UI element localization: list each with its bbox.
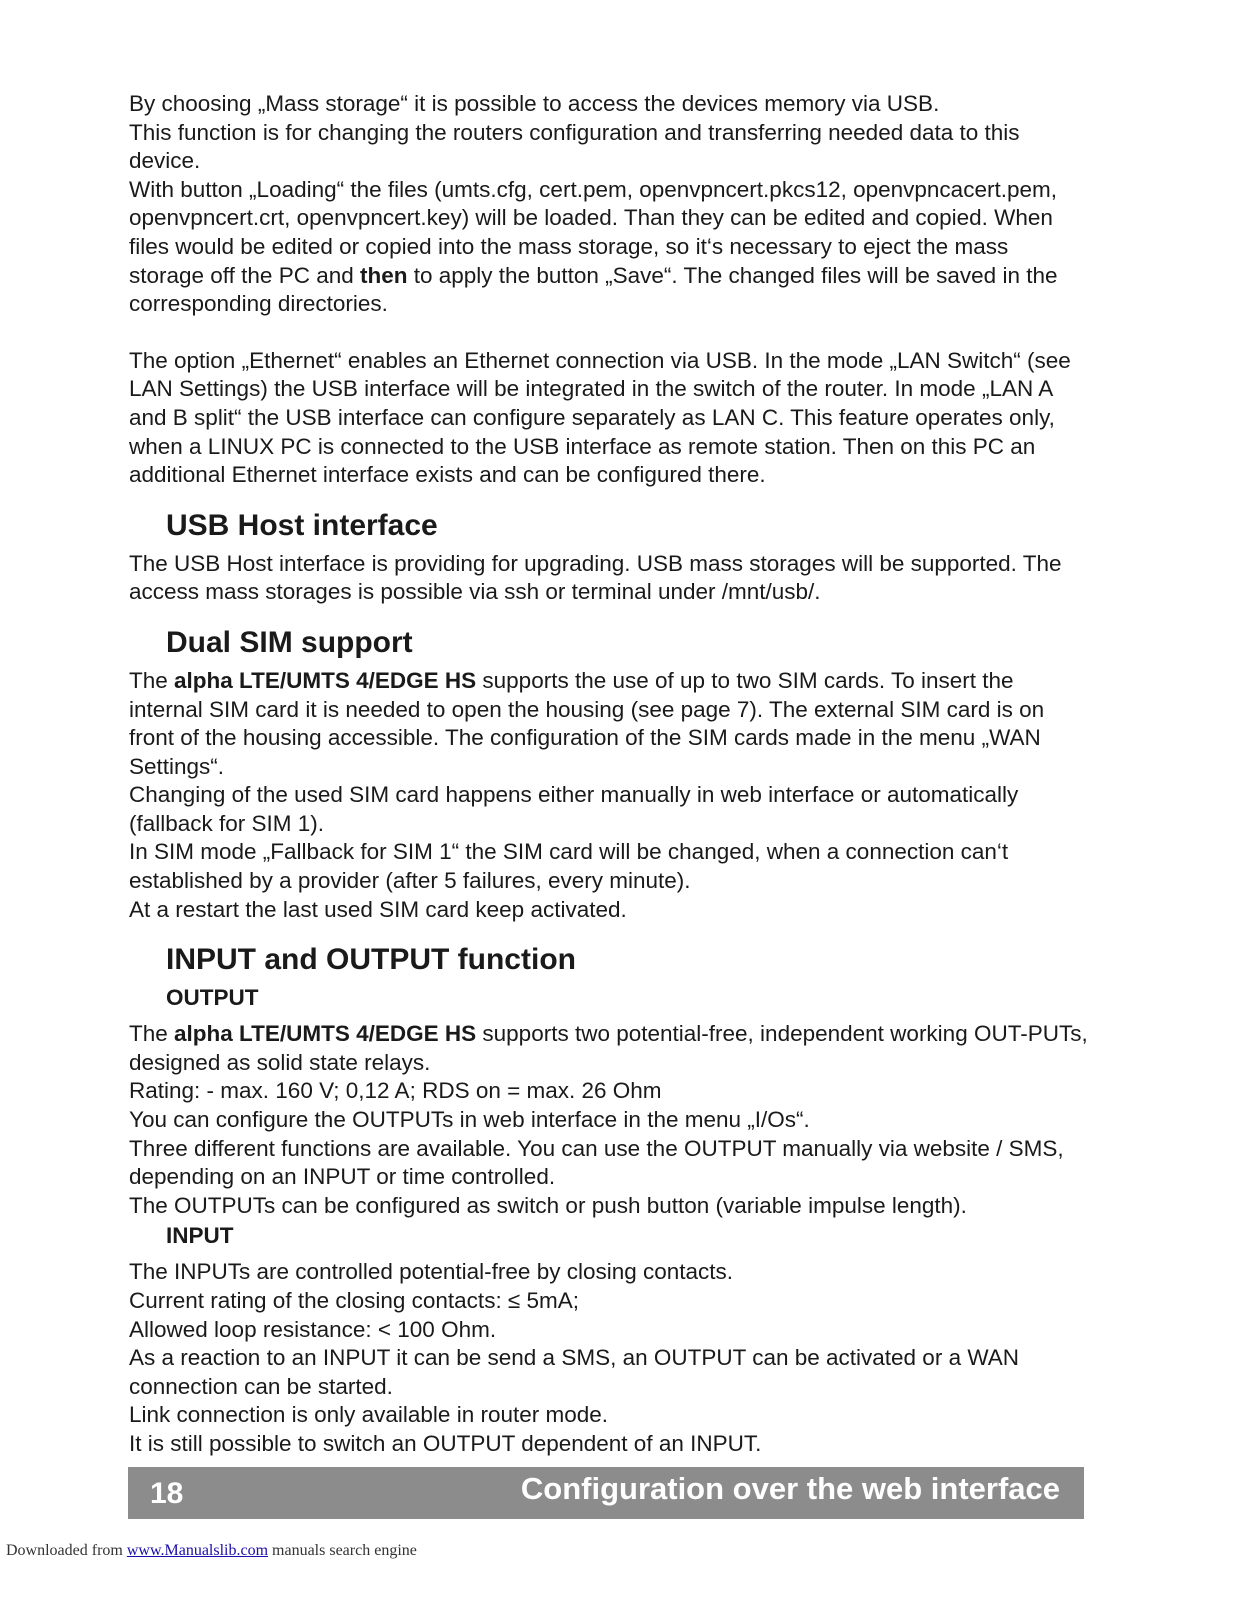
page-number: 18 (150, 1477, 184, 1510)
input-paragraph-current: Current rating of the closing contacts: ≤ 5mA; (129, 1288, 580, 1313)
page-content (129, 90, 1089, 1459)
input-paragraph-reaction: As a reaction to an INPUT it can be send a SMS, an OUTPUT can be activated or a WAN connection can be started. (129, 1345, 1019, 1399)
output-text-end: supports two potential-free, independent working OUT-PUTs, designed as solid state relays. (129, 1021, 1088, 1075)
input-paragraph-controlled: The INPUTs are controlled potential-free by closing contacts. (129, 1259, 734, 1285)
download-prefix: Downloaded from (6, 1542, 127, 1559)
output-paragraph-configure: You can configure the OUTPUTs in web interface in the menu „I/Os“. (129, 1107, 810, 1133)
dual-sim-text-end: supports the use of up to two SIM cards. To insert the internal SIM card it is needed to open the housing (see page 7). The external SIM card is on front of the housing accessible. The configuration of the SIM cards made in the menu „WAN Settings“. (129, 667, 1045, 779)
output-paragraph-rating: Rating: - max. 160 V; 0,12 A; RDS on = max. 26 Ohm (129, 1078, 662, 1104)
loading-text-end: to apply the button „Save“. The changed files will be saved in the corresponding directories. (129, 262, 1058, 317)
usb-host-heading: USB Host interface (166, 508, 438, 542)
dual-sim-paragraph-support (129, 667, 1089, 781)
intro-paragraph-mass-storage: By choosing „Mass storage“ it is possible to access the devices memory via USB. (129, 91, 940, 116)
loading-text-bold: then (360, 262, 408, 288)
io-heading: INPUT and OUTPUT function (166, 943, 576, 977)
manualslib-link[interactable]: www.Manualslib.com (126, 1542, 269, 1559)
dual-sim-paragraph-fallback: In SIM mode „Fallback for SIM 1“ the SIM card will be changed, when a connection can‘t established by a provider (after 5 failures, every minute). (129, 839, 1009, 894)
download-suffix: manuals search engine (268, 1542, 417, 1559)
usb-host-paragraph: The USB Host interface is providing for upgrading. USB mass storages will be supported. The access mass storages is possible via ssh or terminal under /mnt/usb/. (129, 550, 1062, 605)
input-paragraph-switch: It is still possible to switch an OUTPUT dependent of an INPUT. (129, 1430, 762, 1456)
input-paragraph-resistance: Allowed loop resistance: < 100 Ohm. (129, 1316, 497, 1342)
footer-title: Configuration over the web interface (520, 1471, 1060, 1506)
output-product-name: alpha LTE/UMTS 4/EDGE HS (174, 1021, 477, 1047)
intro-paragraph-loading (129, 176, 1089, 319)
download-note (6, 1542, 417, 1560)
dual-sim-paragraph-changing: Changing of the used SIM card happens either manually in web interface or automatically (fallback for SIM 1). (129, 782, 1019, 836)
intro-paragraph-function: This function is for changing the routers configuration and transferring needed data to this device. (129, 119, 1020, 174)
dual-sim-text-start: The (129, 667, 175, 693)
intro-paragraph-ethernet: The option „Ethernet“ enables an Ethernet connection via USB. In the mode „LAN Switch“ (see LAN Settings) the USB interface will be integrated in the switch of the router. In mode „LAN A and B split“ the USB interface can configure separately as LAN C. This feature operates only, when a LINUX PC is connected to the USB interface as remote station. Then on this PC an additional Ethernet interface exists and can be configured there. (129, 347, 1071, 488)
dual-sim-heading: Dual SIM support (166, 625, 413, 659)
dual-sim-product-name: alpha LTE/UMTS 4/EDGE HS (174, 667, 477, 693)
loading-text-start: With button „Loading“ the files (umts.cfg, cert.pem, openvpncert.pkcs12, openvpncacert.pem, openvpncert.crt, openvpncert.key) will be loaded. Than they can be edited and copied. When files would be edited or copied into the mass storage, so it‘s necessary to eject the mass storage off the PC and (129, 176, 1057, 288)
paragraph-gap (129, 319, 1089, 347)
output-paragraph-switch: The OUTPUTs can be configured as switch or push button (variable impulse length). (129, 1192, 967, 1218)
output-paragraph-functions: Three different functions are available. You can use the OUTPUT manually via website / SMS, depending on an INPUT or time controlled. (129, 1135, 1064, 1190)
input-paragraph-link: Link connection is only available in router mode. (129, 1402, 609, 1428)
output-heading: OUTPUT (166, 985, 259, 1011)
dual-sim-paragraph-restart: At a restart the last used SIM card keep activated. (129, 896, 627, 922)
footer-bar (128, 1467, 1084, 1519)
input-heading: INPUT (166, 1223, 234, 1249)
output-text-start: The (129, 1021, 175, 1047)
output-paragraph-support (129, 1020, 1089, 1077)
